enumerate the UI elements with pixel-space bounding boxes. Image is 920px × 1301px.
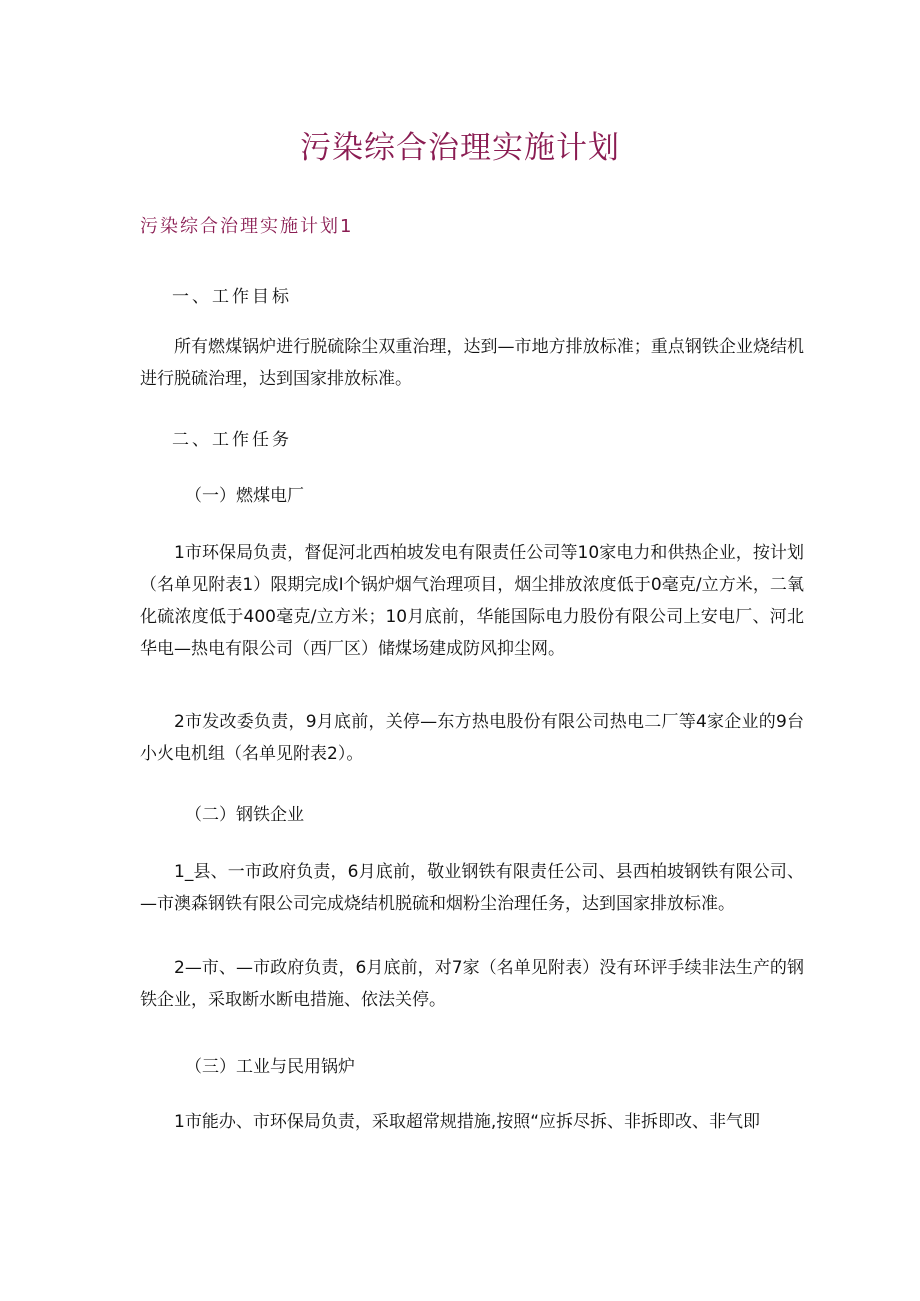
paragraph-steel-1: 1_县、一市政府负责，6月底前，敬业钢铁有限责任公司、县西柏坡钢铁有限公司、—市澳森钢铁有限公司完成烧结机脱硫和烟粉尘治理任务，达到国家排放标准。 — [140, 862, 804, 914]
section-heading-goals: 一、工作目标 — [172, 287, 292, 307]
section-heading-tasks: 二、工作任务 — [172, 430, 292, 450]
paragraph-boilers-1: 1市能办、市环保局负责，采取超常规措施,按照“应拆尽拆、非拆即改、非气即 — [174, 1112, 761, 1132]
subsection-heading-steel: （二）钢铁企业 — [185, 805, 304, 825]
paragraph-power-plants-2: 2市发改委负责，9月底前，关停—东方热电股份有限公司热电二厂等4家企业的9台小火电机组（名单见附表2）。 — [140, 712, 804, 764]
subsection-heading-boilers: （三）工业与民用锅炉 — [185, 1057, 355, 1077]
document-subtitle: 污染综合治理实施计划1 — [140, 216, 354, 237]
paragraph-goals: 所有燃煤锅炉进行脱硫除尘双重治理，达到—市地方排放标准；重点钢铁企业烧结机进行脱硫治理，达到国家排放标准。 — [140, 337, 804, 389]
paragraph-steel-2: 2—市、—市政府负责，6月底前，对7家（名单见附表）没有环评手续非法生产的钢铁企业，采取断水断电措施、依法关停。 — [140, 958, 804, 1010]
subsection-heading-power-plants: （一）燃煤电厂 — [185, 486, 304, 506]
paragraph-power-plants-1: 1市环保局负责，督促河北西柏坡发电有限责任公司等10家电力和供热企业，按计划（名单见附表1）限期完成I个锅炉烟气治理项目，烟尘排放浓度低于0毫克/立方米，二氧化硫浓度低于400毫克/立方米；10月底前，华能国际电力股份有限公司上安电厂、河北华电—热电有限公司（西厂区）储煤场建成防风抑尘网。 — [140, 543, 804, 659]
document-title: 污染综合治理实施计划 — [300, 130, 620, 166]
